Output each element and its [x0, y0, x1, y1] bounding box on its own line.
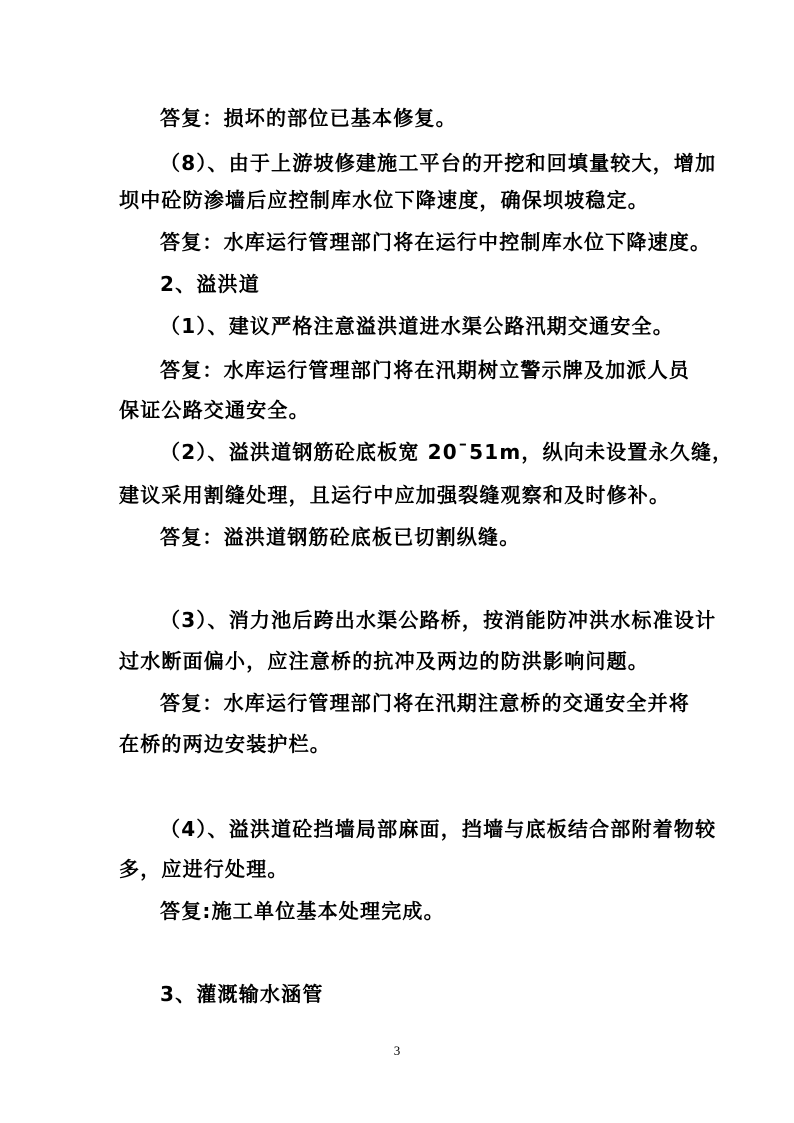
text-line: （3）、消力池后跨出水渠公路桥，按消能防冲洪水标准设计 [160, 608, 717, 632]
text-line: 答复：水库运行管理部门将在汛期树立警示牌及加派人员 [160, 358, 690, 382]
text-line: （1）、建议严格注意溢洪道进水渠公路汛期交通安全。 [160, 314, 674, 338]
text-line: 答复：损坏的部位已基本修复。 [160, 106, 457, 130]
text-line: （2）、溢洪道钢筋砼底板宽 20¯51m，纵向未设置永久缝， [160, 440, 734, 464]
text-line: 答复：水库运行管理部门将在运行中控制库水位下降速度。 [160, 230, 712, 254]
text-line: 多，应进行处理。 [119, 857, 289, 881]
section-heading: 2、溢洪道 [160, 272, 260, 296]
text-line: （8）、由于上游坡修建施工平台的开挖和回填量较大，增加 [160, 151, 717, 175]
text-line: （4）、溢洪道砼挡墙局部麻面，挡墙与底板结合部附着物较 [160, 817, 717, 841]
text-line: 过水断面偏小，应注意桥的抗冲及两边的防洪影响问题。 [119, 649, 649, 673]
text-line: 答复：水库运行管理部门将在汛期注意桥的交通安全并将 [160, 691, 690, 715]
page-number: 3 [393, 1043, 401, 1058]
text-line: 坝中砼防渗墙后应控制库水位下降速度，确保坝坡稳定。 [119, 188, 649, 212]
section-heading: 3、灌溉输水涵管 [160, 982, 324, 1006]
text-line: 保证公路交通安全。 [119, 398, 310, 422]
text-line: 答复：溢洪道钢筋砼底板已切割纵缝。 [160, 525, 521, 549]
text-line: 建议采用割缝处理，且运行中应加强裂缝观察和及时修补。 [119, 483, 671, 507]
text-line: 在桥的两边安装护栏。 [119, 732, 331, 756]
text-line: 答复:施工单位基本处理完成。 [160, 899, 445, 923]
